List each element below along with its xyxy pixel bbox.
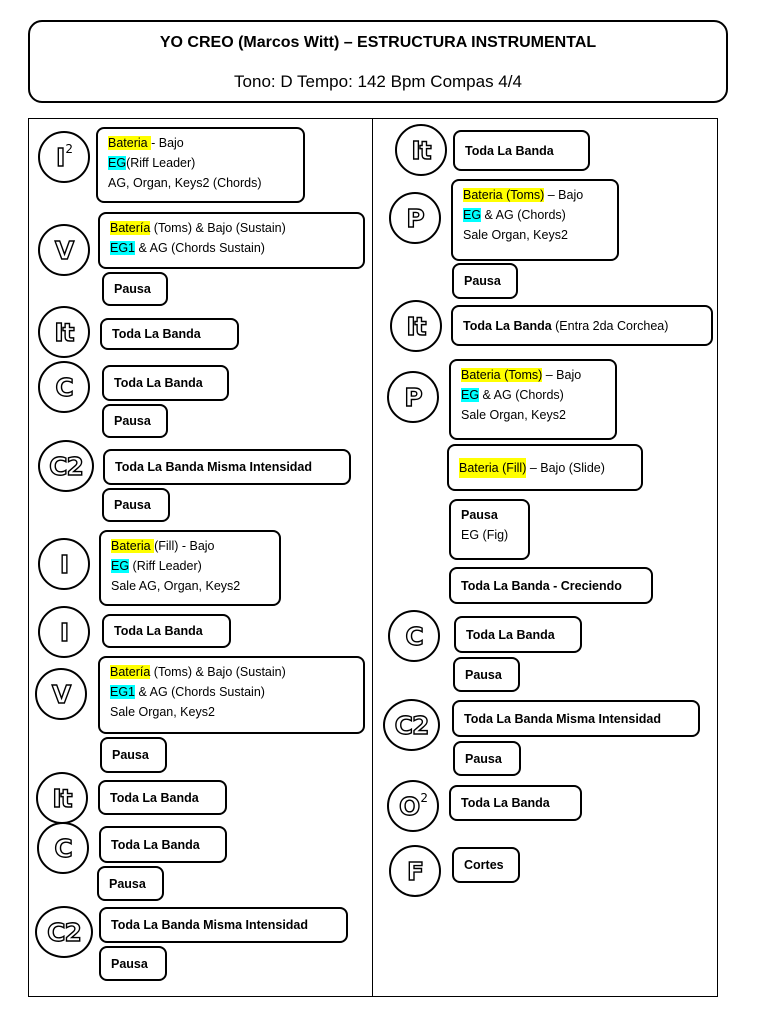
title-box xyxy=(28,20,728,103)
box-text: Toda La Banda xyxy=(465,143,554,158)
section-marker-p xyxy=(387,371,439,423)
section-marker-it xyxy=(395,124,447,176)
section-marker-i xyxy=(38,538,90,590)
section-marker-c2 xyxy=(383,699,440,751)
section-box-final xyxy=(452,847,520,883)
pause-box xyxy=(453,657,520,692)
section-box-chorus-3 xyxy=(454,616,582,653)
box-text: EG (Fig) xyxy=(461,528,509,542)
marker-letter: V xyxy=(54,235,74,265)
box-text: Toda La Banda xyxy=(110,790,199,805)
drums-highlight: Bateria xyxy=(111,539,155,553)
marker-letter: O xyxy=(399,791,420,821)
box-text: & AG (Chords Sustain) xyxy=(135,685,265,699)
marker-letter: C2 xyxy=(394,710,429,740)
section-box-prechorus-2 xyxy=(449,359,617,440)
box-text: Sale AG, Organ, Keys2 xyxy=(111,579,241,593)
box-text: – Bajo xyxy=(544,188,584,202)
pause-box xyxy=(453,741,521,776)
marker-letter: C xyxy=(54,833,72,863)
box-text: Toda La Banda xyxy=(463,318,552,333)
section-marker-v xyxy=(35,668,87,720)
box-text: Toda La Banda Misma Intensidad xyxy=(111,918,309,932)
marker-letter: C2 xyxy=(49,451,83,481)
section-marker-it xyxy=(38,306,90,358)
section-box-verse-2 xyxy=(98,656,365,734)
pause-box xyxy=(449,499,530,560)
section-marker-o2 xyxy=(387,780,439,832)
section-marker-c2 xyxy=(35,906,93,958)
section-box-prechorus xyxy=(451,179,619,261)
box-text: - Bajo xyxy=(151,136,184,150)
box-text: Sale Organ, Keys2 xyxy=(461,408,566,422)
box-text: Toda La Banda xyxy=(112,327,201,341)
section-box-verse xyxy=(98,212,365,269)
pause-box xyxy=(102,488,170,522)
box-text: Toda La Banda xyxy=(114,624,203,638)
guitar-highlight: EG xyxy=(461,388,480,402)
section-box-intro-3 xyxy=(102,614,231,648)
pause-box xyxy=(97,866,164,901)
marker-superscript: 2 xyxy=(65,142,72,156)
box-text: Toda La Banda Misma Intensidad xyxy=(115,460,313,474)
box-text: Pausa xyxy=(112,748,149,762)
column-divider xyxy=(372,118,373,997)
box-text: AG, Organ, Keys2 (Chords) xyxy=(108,176,262,190)
section-box-fill xyxy=(447,444,643,491)
marker-letter: It xyxy=(52,783,72,813)
section-marker-c xyxy=(38,361,90,413)
section-box-interlude-2 xyxy=(98,780,227,815)
marker-letter: It xyxy=(411,135,431,165)
box-text: (Riff Leader) xyxy=(126,156,196,170)
section-box-interlude-4 xyxy=(451,305,713,346)
marker-letter: C xyxy=(55,372,73,402)
section-marker-c xyxy=(388,610,440,662)
drums-highlight: Bateria (Toms) xyxy=(463,188,545,202)
box-text: Pausa xyxy=(109,876,146,891)
box-text: (Toms) & Bajo (Sustain) xyxy=(150,221,286,235)
page-title: YO CREO (Marcos Witt) – ESTRUCTURA INSTRUMENTAL xyxy=(159,34,597,51)
section-marker-it xyxy=(390,300,442,352)
box-text: (Toms) & Bajo (Sustain) xyxy=(150,665,286,679)
box-text: Pausa xyxy=(114,414,151,428)
box-text: & AG (Chords Sustain) xyxy=(135,241,265,255)
box-text: Sale Organ, Keys2 xyxy=(463,228,568,242)
box-text: Pausa xyxy=(461,508,498,522)
section-box-chorus xyxy=(102,365,229,401)
box-text: & AG (Chords) xyxy=(481,208,566,222)
box-text: Toda La Banda xyxy=(461,796,550,810)
marker-letter: F xyxy=(406,856,424,886)
section-box-interlude xyxy=(100,318,239,350)
drums-highlight: Batería xyxy=(110,221,151,235)
box-text: Sale Organ, Keys2 xyxy=(110,705,215,719)
section-box-chorus2-3 xyxy=(452,700,700,737)
section-marker-f xyxy=(389,845,441,897)
box-text: Toda La Banda xyxy=(114,376,203,390)
section-marker-v xyxy=(38,224,90,276)
box-text: Cortes xyxy=(464,858,504,872)
section-box-chorus2 xyxy=(103,449,351,485)
pause-box xyxy=(452,263,518,299)
section-marker-i xyxy=(38,606,90,658)
marker-letter: V xyxy=(51,679,71,709)
section-marker-p xyxy=(389,192,441,244)
pause-box xyxy=(102,404,168,438)
marker-letter: I xyxy=(59,617,69,647)
box-text: – Bajo (Slide) xyxy=(526,460,605,475)
marker-letter: C xyxy=(405,621,423,651)
box-text: Pausa xyxy=(111,956,148,971)
marker-letter: It xyxy=(54,317,74,347)
box-text: (Entra 2da Corchea) xyxy=(551,318,669,333)
section-box-intro xyxy=(96,127,305,203)
box-text: Pausa xyxy=(114,498,151,512)
pause-box xyxy=(100,737,167,773)
marker-letter: C2 xyxy=(47,917,81,947)
box-text: Toda La Banda Misma Intensidad xyxy=(464,711,662,726)
drums-highlight: Bateria xyxy=(108,136,152,150)
box-text: – Bajo xyxy=(542,368,582,382)
guitar-highlight: EG xyxy=(108,156,127,170)
song-info: Tono: D Tempo: 142 Bpm Compas 4/4 xyxy=(234,72,522,91)
marker-letter: P xyxy=(404,382,422,412)
section-box-chorus2-2 xyxy=(99,907,348,943)
pause-box xyxy=(99,946,167,981)
box-text: Toda La Banda - Creciendo xyxy=(461,578,622,593)
marker-letter: It xyxy=(406,311,426,341)
box-text: Pausa xyxy=(465,667,502,682)
guitar-highlight: EG xyxy=(111,559,130,573)
box-text: Toda La Banda xyxy=(466,627,555,642)
section-box-outro xyxy=(449,785,582,821)
pause-box xyxy=(102,272,168,306)
section-marker-i2 xyxy=(38,131,90,183)
box-text: Toda La Banda xyxy=(111,837,200,852)
section-marker-c2 xyxy=(38,440,94,492)
box-text: (Riff Leader) xyxy=(129,559,202,573)
marker-letter: I xyxy=(59,549,69,579)
marker-letter: P xyxy=(406,203,424,233)
box-text: & AG (Chords) xyxy=(479,388,564,402)
section-box-build xyxy=(449,567,653,604)
section-marker-c xyxy=(37,822,89,874)
guitar-highlight: EG1 xyxy=(110,685,136,699)
drums-highlight: Bateria (Fill) xyxy=(459,458,526,478)
drums-highlight: Batería xyxy=(110,665,151,679)
section-box-intro-2 xyxy=(99,530,281,606)
drums-highlight: Bateria (Toms) xyxy=(461,368,543,382)
marker-letter: I xyxy=(56,142,65,172)
section-marker-it xyxy=(36,772,88,824)
box-text: (Fill) - Bajo xyxy=(154,539,215,553)
section-box-interlude-3 xyxy=(453,130,590,171)
marker-superscript: 2 xyxy=(420,791,427,805)
box-text: Pausa xyxy=(464,274,501,288)
box-text: Pausa xyxy=(114,282,151,296)
box-text: Pausa xyxy=(465,751,502,766)
guitar-highlight: EG xyxy=(463,208,482,222)
guitar-highlight: EG1 xyxy=(110,241,136,255)
section-box-chorus-2 xyxy=(99,826,227,863)
